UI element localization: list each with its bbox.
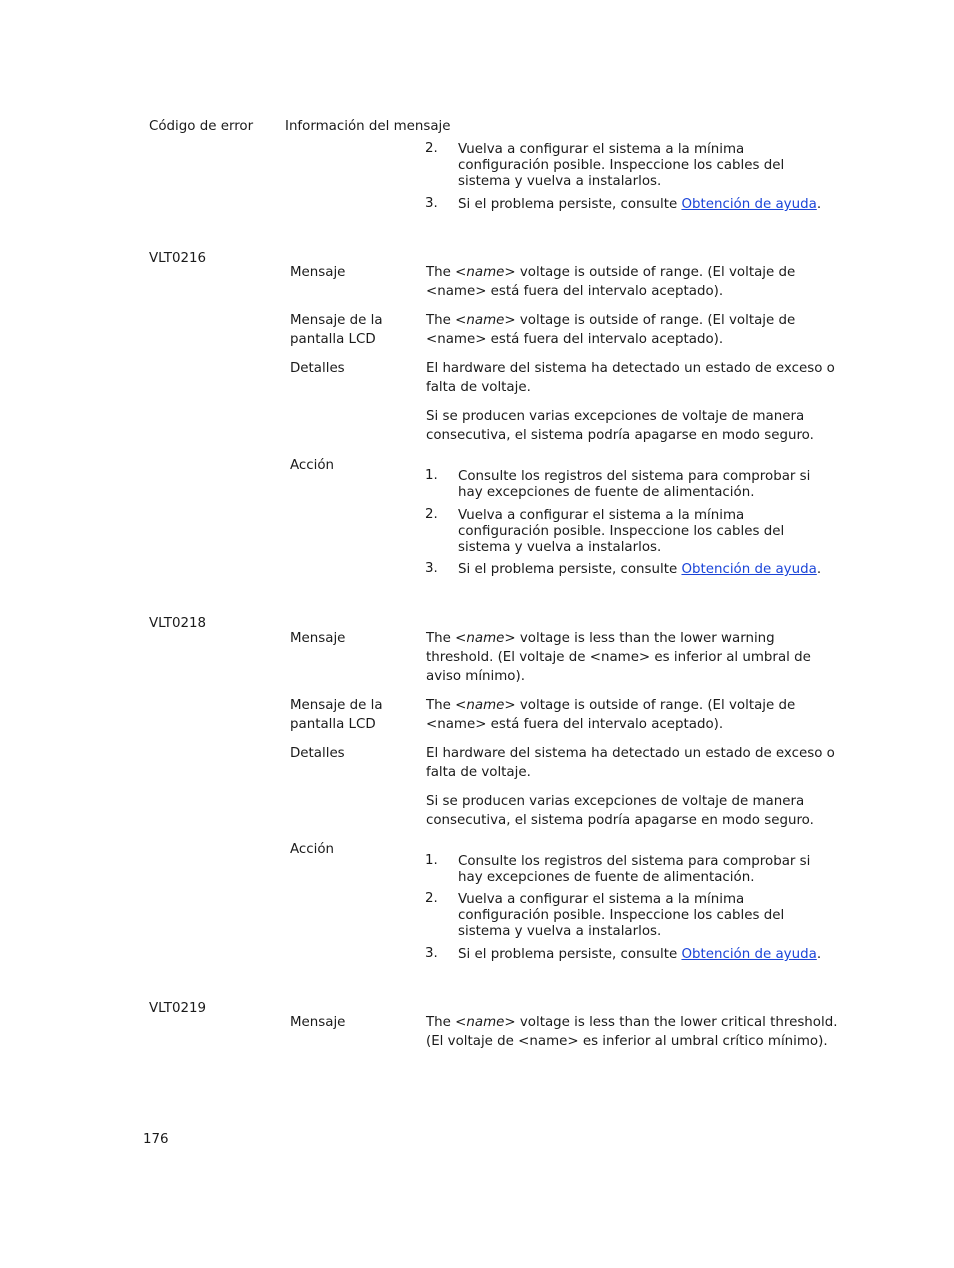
step-text: Vuelva a configurar el sistema a la mínima configuración posible. Inspeccione los cables del sistema y vuelva a instalarlos. [458, 892, 785, 939]
step-number: 2. [425, 507, 438, 522]
step-number: 1. [425, 853, 438, 868]
step-number: 2. [425, 141, 438, 156]
label-mensaje: Mensaje [290, 265, 346, 280]
label-accion: Acción [290, 842, 335, 857]
help-link[interactable]: Obtención de ayuda [681, 197, 817, 212]
column-header-message-info: Información del mensaje [285, 119, 451, 134]
message-text: The <name> voltage is less than the lower critical threshold. (El voltaje de <name> es inferior al umbral crítico mínimo). [426, 1015, 838, 1049]
step-number: 2. [425, 891, 438, 906]
step-number: 1. [425, 468, 438, 483]
details-text: El hardware del sistema ha detectado un estado de exceso o falta de voltaje. [426, 746, 835, 780]
error-code: VLT0216 [149, 251, 207, 266]
step-text: Si el problema persiste, consulte Obtención de ayuda. [458, 197, 822, 212]
step-text: Vuelva a configurar el sistema a la mínima configuración posible. Inspeccione los cables del sistema y vuelva a instalarlos. [458, 142, 785, 189]
label-lcd-message: Mensaje de la pantalla LCD [290, 313, 383, 347]
label-lcd-message: Mensaje de la pantalla LCD [290, 698, 383, 732]
step-text: Si el problema persiste, consulte Obtención de ayuda. [458, 562, 822, 577]
lcd-message-text: The <name> voltage is outside of range. (El voltaje de <name> está fuera del intervalo aceptado). [426, 313, 796, 347]
details-text: El hardware del sistema ha detectado un estado de exceso o falta de voltaje. [426, 361, 835, 395]
message-text: The <name> voltage is outside of range. (El voltaje de <name> está fuera del intervalo aceptado). [426, 265, 796, 299]
error-code: VLT0218 [149, 616, 207, 631]
step-number: 3. [425, 196, 438, 211]
help-link[interactable]: Obtención de ayuda [681, 947, 817, 962]
column-header-error-code: Código de error [149, 119, 254, 134]
step-number: 3. [425, 561, 438, 576]
page-number: 176 [143, 1132, 169, 1147]
label-detalles: Detalles [290, 746, 345, 761]
step-text: Consulte los registros del sistema para comprobar si hay excepciones de fuente de alimentación. [458, 469, 811, 500]
step-text: Si el problema persiste, consulte Obtención de ayuda. [458, 947, 822, 962]
message-text: The <name> voltage is less than the lower warning threshold. (El voltaje de <name> es inferior al umbral de aviso mínimo). [426, 631, 811, 684]
details-text: Si se producen varias excepciones de voltaje de manera consecutiva, el sistema podría apagarse en modo seguro. [426, 409, 814, 443]
lcd-message-text: The <name> voltage is outside of range. (El voltaje de <name> está fuera del intervalo aceptado). [426, 698, 796, 732]
label-detalles: Detalles [290, 361, 345, 376]
step-text: Consulte los registros del sistema para comprobar si hay excepciones de fuente de alimentación. [458, 854, 811, 885]
label-accion: Acción [290, 458, 335, 473]
error-code: VLT0219 [149, 1001, 207, 1016]
step-number: 3. [425, 946, 438, 961]
step-text: Vuelva a configurar el sistema a la mínima configuración posible. Inspeccione los cables del sistema y vuelva a instalarlos. [458, 508, 785, 555]
label-mensaje: Mensaje [290, 1015, 346, 1030]
label-mensaje: Mensaje [290, 631, 346, 646]
details-text: Si se producen varias excepciones de voltaje de manera consecutiva, el sistema podría apagarse en modo seguro. [426, 794, 814, 828]
help-link[interactable]: Obtención de ayuda [681, 562, 817, 577]
